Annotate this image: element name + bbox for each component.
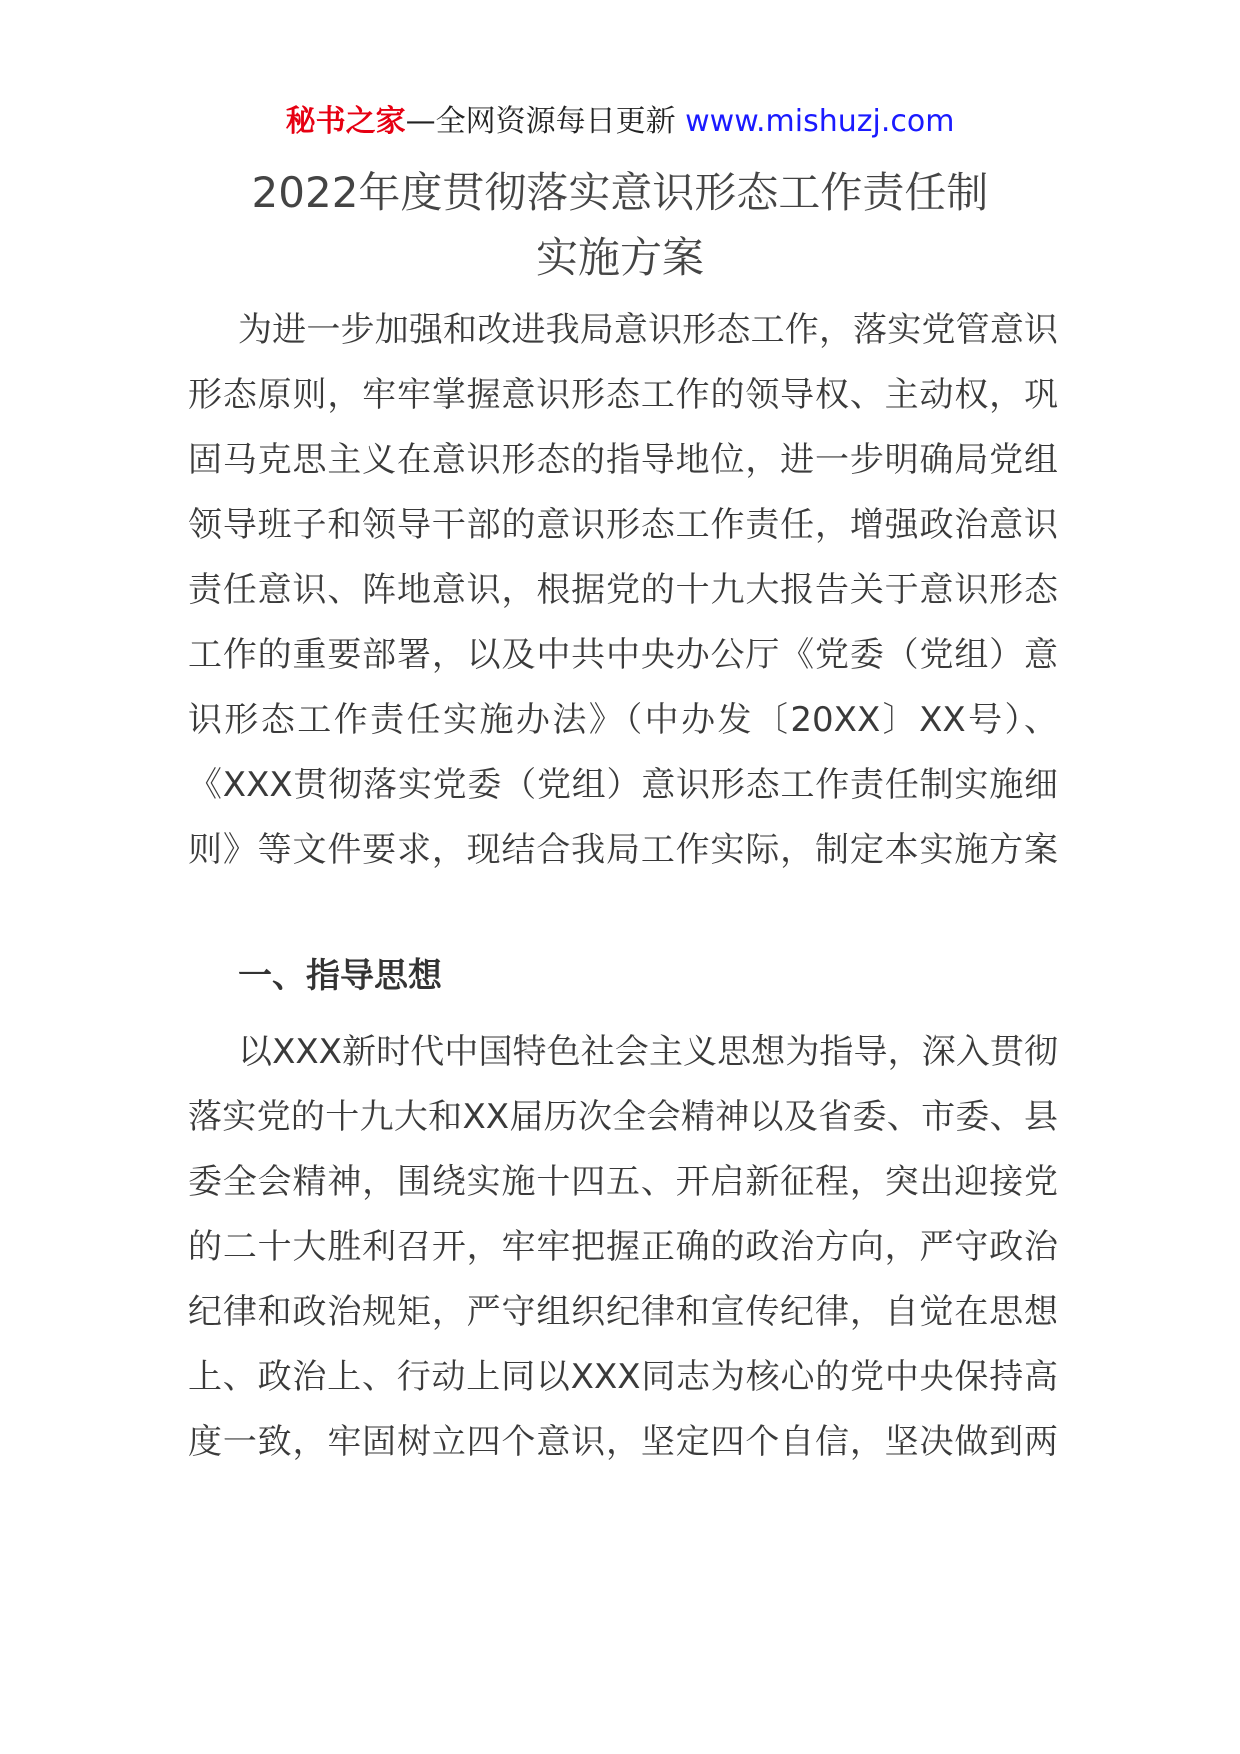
paragraph-line: 《XXX贯彻落实党委（党组）意识形态工作责任制实施细 (188, 765, 1058, 805)
paragraph-line: 委全会精神，围绕实施十四五、开启新征程，突出迎接党 (188, 1162, 1058, 1202)
paragraph-line: 纪律和政治规矩，严守组织纪律和宣传纪律，自觉在思想 (188, 1292, 1058, 1332)
paragraph-line: 落实党的十九大和XX届历次全会精神以及省委、市委、县 (188, 1097, 1058, 1137)
paragraph-line: 的二十大胜利召开，牢牢把握正确的政治方向，严守政治 (188, 1227, 1058, 1267)
paragraph-line: 工作的重要部署，以及中共中央办公厅《党委（党组）意 (188, 635, 1058, 675)
header-tagline: —全网资源每日更新 (405, 104, 676, 139)
paragraph-line: 领导班子和领导干部的意识形态工作责任，增强政治意识 (188, 505, 1058, 545)
paragraph-line: 上、政治上、行动上同以XXX同志为核心的党中央保持高 (188, 1357, 1058, 1397)
paragraph-line: 形态原则，牢牢掌握意识形态工作的领导权、主动权，巩 (188, 375, 1058, 415)
paragraph-line: 识形态工作责任实施办法》（中办发〔20XX〕XX号）、 (188, 700, 1058, 740)
paragraph-line: 责任意识、阵地意识，根据党的十九大报告关于意识形态 (188, 570, 1058, 610)
document-title-line-1: 2022年度贯彻落实意识形态工作责任制 (251, 168, 989, 217)
intro-paragraph (188, 298, 1058, 883)
paragraph-line: 以XXX新时代中国特色社会主义思想为指导，深入贯彻 (238, 1032, 1058, 1072)
paragraph-line: 则》等文件要求，现结合我局工作实际，制定本实施方案 (188, 830, 1058, 870)
paragraph-line: 固马克思主义在意识形态的指导地位，进一步明确局党组 (188, 440, 1058, 480)
paragraph-line: 为进一步加强和改进我局意识形态工作，落实党管意识 (238, 310, 1058, 350)
document-title-line-2: 实施方案 (535, 233, 704, 282)
section-1-paragraph (188, 1020, 1058, 1475)
paragraph-line: 度一致，牢固树立四个意识，坚定四个自信，坚决做到两 (188, 1422, 1058, 1462)
site-link[interactable]: www.mishuzj.com (685, 104, 955, 139)
section-heading-guiding-ideology: 一、指导思想 (238, 956, 442, 996)
brand-name: 秘书之家 (285, 104, 406, 139)
site-header (0, 100, 1240, 144)
